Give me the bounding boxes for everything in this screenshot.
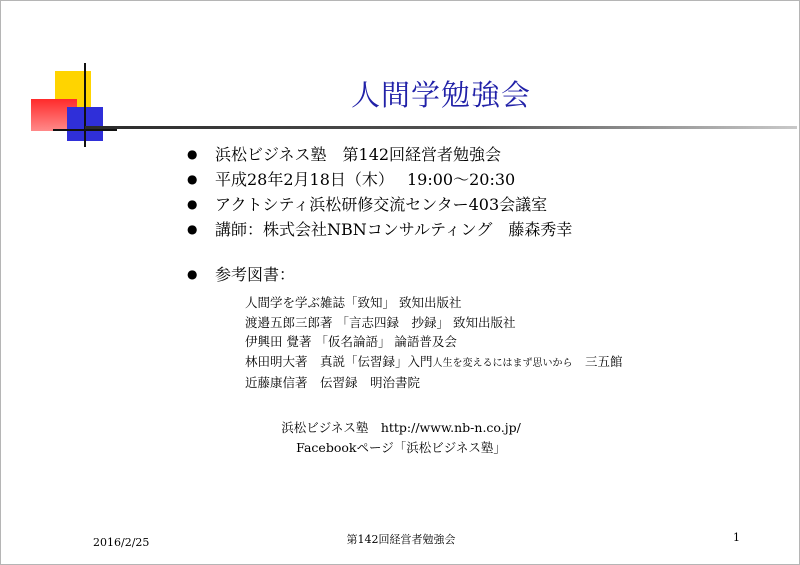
- bullet-dot: ●: [187, 172, 198, 186]
- bullet-dot: ●: [187, 267, 198, 281]
- slide-title: 人間学勉強会: [350, 78, 531, 112]
- reference-item: 渡邉五郎三郎著 「言志四録 抄録」 致知出版社: [245, 314, 516, 330]
- bullet-dot: ●: [187, 197, 198, 211]
- bullet-item: [187, 142, 787, 167]
- website-text: 浜松ビジネス塾 http://www.nb-n.co.jp/: [281, 420, 521, 435]
- reference-item: 人間学を学ぶ雑誌「致知」 致知出版社: [245, 295, 462, 310]
- title-underline: [85, 126, 797, 129]
- contact-info: [221, 418, 581, 458]
- bullet-item-references: [187, 262, 787, 287]
- reference-title: 林田明大著 真説「伝習録」入門: [245, 353, 433, 369]
- bullet-dot: ●: [187, 222, 198, 236]
- bullet-item: [187, 192, 787, 217]
- bullet-item: [187, 217, 787, 242]
- reference-item: [245, 352, 765, 374]
- reference-subtitle: 人生を変えるにはまず思いから: [432, 357, 573, 369]
- references-heading: 参考図書：: [215, 265, 296, 284]
- bullet-text: 平成28年2月18日（木） 19:00～20:30: [215, 170, 516, 189]
- reference-publisher: 三五館: [585, 353, 623, 369]
- logo-horizontal-line: [53, 129, 117, 131]
- reference-item: 近藤康信著 伝習録 明治書院: [245, 375, 421, 390]
- facebook-text: Facebookページ「浜松ビジネス塾」: [296, 440, 506, 455]
- bullet-dot: ●: [187, 147, 198, 161]
- bullet-text: 講師：株式会社NBNコンサルティング 藤森秀幸: [215, 220, 573, 239]
- bullet-text: 浜松ビジネス塾 第142回経営者勉強会: [215, 145, 502, 164]
- reference-list: [245, 293, 765, 393]
- bullet-item: [187, 167, 787, 192]
- footer-title: 第142回経営者勉強会: [346, 533, 456, 546]
- footer-date: 2016/2/25: [93, 536, 150, 549]
- reference-item: 伊興田 覺著 「仮名論語」 論語普及会: [245, 334, 457, 349]
- page-number: 1: [733, 531, 740, 544]
- bullet-list: [187, 142, 787, 287]
- bullet-text: アクトシティ浜松研修交流センター403会議室: [215, 195, 548, 214]
